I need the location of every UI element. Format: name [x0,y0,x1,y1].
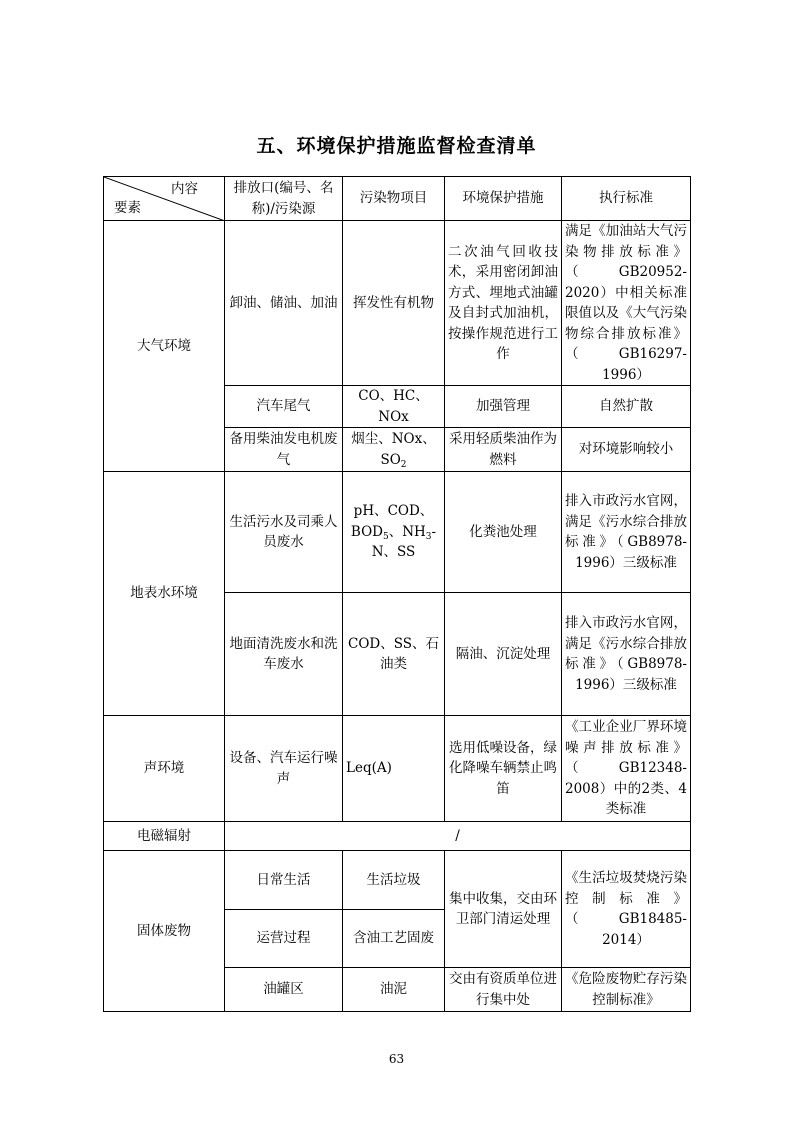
source-cell: 日常生活 [225,851,343,910]
pollutant-subscript: 3 [425,531,432,542]
pollutant-cell: 油泥 [343,968,445,1012]
pollutant-cell [343,428,445,472]
pollutant-cell: Leq(A) [343,716,445,822]
measure-cell: 隔油、沉淀处理 [445,593,562,716]
table-row [104,221,691,386]
pollutant-cell: 含油工艺固废 [343,910,445,968]
header-source: 排放口(编号、名称)/污染源 [225,177,343,221]
source-cell: 备用柴油发电机废气 [225,428,343,472]
measure-cell: 采用轻质柴油作为燃料 [445,428,562,472]
em-value-cell: / [225,822,691,851]
header-measure: 环境保护措施 [445,177,562,221]
pollutant-text: pH、COD、BOD [350,503,434,540]
pollutant-subscript: 2 [400,459,407,470]
element-em: 电磁辐射 [104,822,225,851]
standard-cell: 《生活垃圾焚烧污染控制标准》（GB18485-2014） [562,851,691,968]
source-cell: 油罐区 [225,968,343,1012]
pollutant-text: -N、SS [371,523,437,561]
pollutant-cell: 生活垃圾 [343,851,445,910]
standard-cell: 排入市政污水官网，满足《污水综合排放标准》（GB8978-1996）三级标准 [562,593,691,716]
source-cell: 设备、汽车运行噪声 [225,716,343,822]
page-number: 63 [388,1052,405,1066]
diagonal-header-cell [104,177,225,221]
table-row [104,716,691,822]
header-row [104,177,691,221]
pollutant-cell: 挥发性有机物 [343,221,445,386]
header-content-label: 内容 [171,181,198,197]
standard-cell: 满足《加油站大气污染物排放标准》（GB20952-2020）中相关标准限值以及《大气污染物综合排放标准》（GB16297-1996） [562,221,691,386]
standard-cell: 排入市政污水官网，满足《污水综合排放标准》（GB8978-1996）三级标准 [562,472,691,593]
supervision-checklist-table [103,176,691,1012]
measure-cell: 集中收集，交由环卫部门清运处理 [445,851,562,968]
source-cell: 卸油、储油、加油 [225,221,343,386]
source-cell: 运营过程 [225,910,343,968]
standard-cell: 自然扩散 [562,386,691,428]
element-air: 大气环境 [104,221,225,472]
element-noise: 声环境 [104,716,225,822]
measure-cell: 二次油气回收技术，采用密闭卸油方式、埋地式油罐及自封式加油机，按操作规范进行工作 [445,221,562,386]
element-water: 地表水环境 [104,472,225,716]
pollutant-text: 、NH [388,523,426,540]
measure-cell: 加强管理 [445,386,562,428]
pollutant-subscript: 5 [382,531,389,542]
measure-cell: 化粪池处理 [445,472,562,593]
pollutant-cell: COD、SS、石油类 [343,593,445,716]
measure-cell: 选用低噪设备，绿化降噪车辆禁止鸣笛 [445,716,562,822]
table-row [104,822,691,851]
header-standard: 执行标准 [562,177,691,221]
pollutant-cell [343,472,445,593]
pollutant-text: 烟尘、NOx、SO [351,431,436,468]
pollutant-cell: CO、HC、NOx [343,386,445,428]
header-element-label: 要素 [114,199,141,216]
source-cell: 汽车尾气 [225,386,343,428]
standard-cell: 《工业企业厂界环境噪声排放标准》（GB12348-2008）中的2类、4类标准 [562,716,691,822]
source-cell: 生活污水及司乘人员废水 [225,472,343,593]
standard-cell: 《危险废物贮存污染控制标准》 [562,968,691,1012]
measure-cell: 交由有资质单位进行集中处 [445,968,562,1012]
element-solid: 固体废物 [104,851,225,1012]
standard-cell: 对环境影响较小 [562,428,691,472]
source-cell: 地面清洗废水和洗车废水 [225,593,343,716]
table-row [104,851,691,910]
header-pollutant: 污染物项目 [343,177,445,221]
page-title: 五、环境保护措施监督检查清单 [256,135,537,157]
table-row [104,472,691,593]
